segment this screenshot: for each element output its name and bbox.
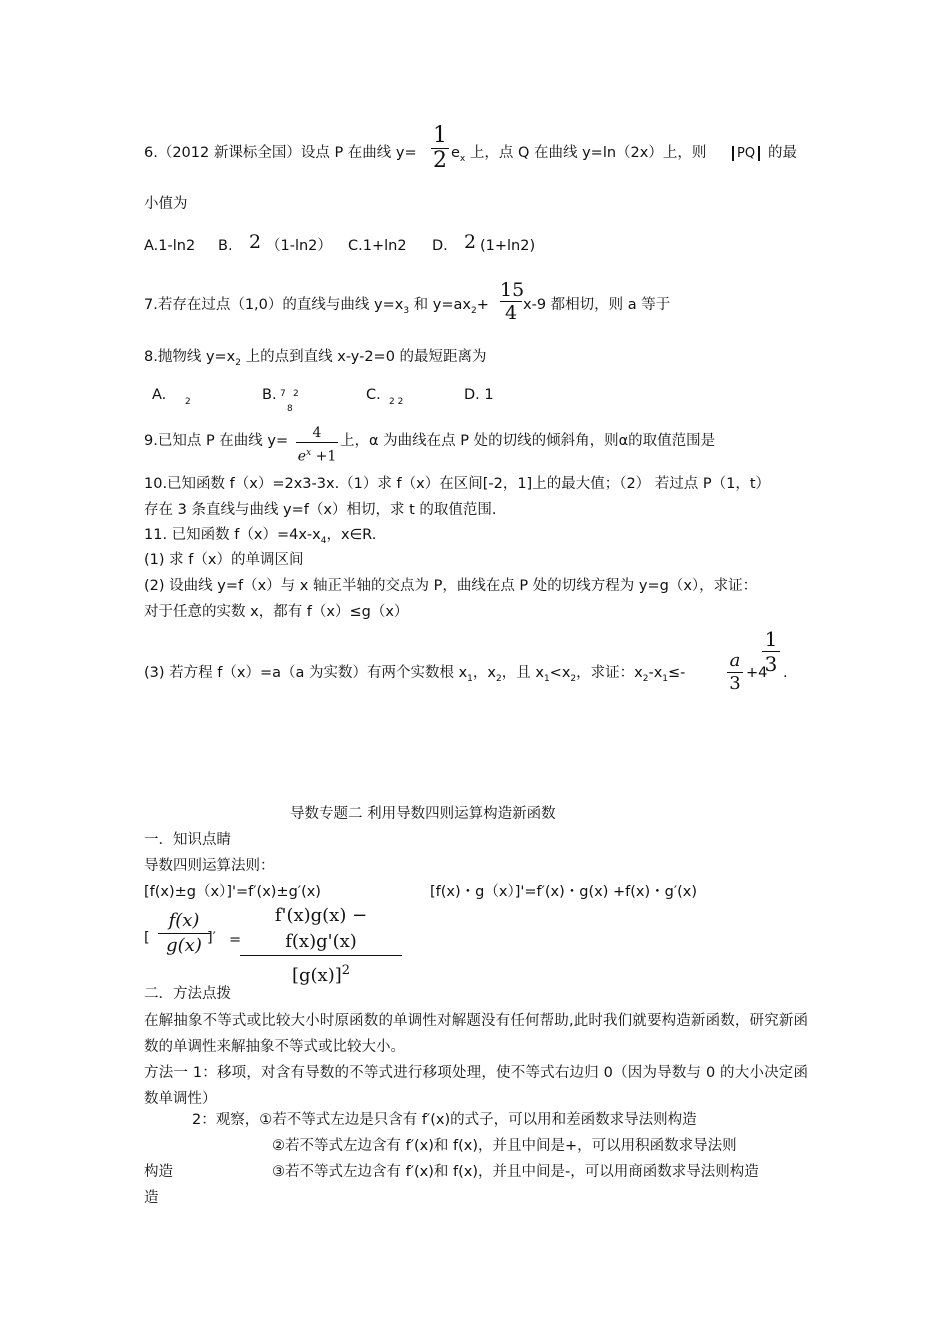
q6-option-d-num: 2 [464,231,477,253]
q11-frac-a-den: 3 [727,672,743,695]
q11-p3-sub1: 1 [467,673,473,684]
rule-quotient-open: [ [144,930,150,946]
q11-title-a: 11. 已知函数 f（x）=4x-x [144,527,321,543]
q11-part2-line2: 对于任意的实数 x，都有 f（x）≤g（x） [144,604,409,620]
rule-quotient-right-den [240,955,402,991]
q7-fraction [500,279,525,324]
q6-e-exp: x [459,153,466,164]
q8-option-c: C. [366,387,381,403]
q7-exp-2: 2 [470,305,477,316]
q6-option-d-label: D. [432,238,448,254]
q8-option-a: A. [152,387,167,403]
method-1: 方法一 1：移项，对含有导数的不等式进行移项处理，使不等式右边归 0（因为导数与 0 的大小决定函数单调性） [144,1065,808,1107]
q8-option-a-value: 2 [185,397,191,407]
method-2-product: ②若不等式左边含有 f′(x)和 f(x)，并且中间是+，可以用积函数求导法则 [272,1138,737,1154]
q11-p3-sub4: 2 [570,673,577,684]
q7-plus: + [476,297,489,313]
q11-p3-i: . [783,665,788,681]
q6-line2: 小值为 [144,196,188,212]
q8-option-b-value-2: 2 [293,389,299,399]
q7-text-b: 和 y=ax [409,297,471,313]
rule-quotient-left-den: g(x) [158,933,210,958]
q6-pq: PQ [732,146,760,161]
q11-title-exp: 4 [320,535,327,546]
q11-part2-line1: (2) 设曲线 y=f（x）与 x 轴正半轴的交点为 P，曲线在点 P 处的切线方程为 y=g（x），求证： [144,578,758,594]
method-2-observe: 2：观察，①若不等式左边是只含有 f′(x)的式子，可以用和差函数求导法则构造 [192,1112,697,1128]
q9-text-a: 9.已知点 P 在曲线 y= [144,433,289,449]
q11-frac-a3 [727,650,743,695]
q9-frac-den [296,442,338,467]
rule-quotient-close: ]′ [207,930,216,946]
q8-option-d: D. 1 [464,387,494,403]
q11-title-b: ，x∈R. [326,527,377,543]
rule-quotient-equals: = [229,932,242,948]
rule-quotient-left-fraction [158,909,210,958]
q8-text-b: 上的点到直线 x-y-2=0 的最短距离为 [241,349,487,365]
q9-den-exp: x [306,448,312,458]
rule-sum: [f(x)±g（x）]'=f′(x)±g′(x) [144,884,321,900]
q7-frac-num: 15 [500,279,525,301]
method-intro: 在解抽象不等式或比较大小时原函数的单调性对解题没有任何帮助,此时我们就要构造新函数，研究新函数的单调性来解抽象不等式或比较大小。 [144,1013,808,1055]
q7-exp-3: 3 [403,305,410,316]
q11-p3-sub6: 1 [662,673,669,684]
method-2-tail: 造 [144,1190,159,1206]
rule-quotient-left-num: f(x) [168,910,200,931]
q6-line1 [144,145,417,162]
q11-frac-13 [762,627,780,676]
q6-option-d-rest: (1+ln2) [480,238,536,254]
q7-line [144,297,489,317]
rule-product: [f(x)・g（x）]'=f′(x)・g(x) +f(x)・g′(x) [430,884,698,900]
rule-quotient-right-fraction [240,903,402,991]
topic2-rules-label: 导数四则运算法则： [144,858,275,874]
q11-title [144,527,376,547]
q11-p3-a: (3) 若方程 f（x）=a（a 为实数）有两个实数根 x [144,665,468,681]
q11-p3-e: ，求证：x [576,665,643,681]
q8-exp-2: 2 [235,357,241,368]
q8-text-a: 8.抛物线 y=x [144,349,236,365]
q9-text-b: 上，α 为曲线在点 P 处的切线的倾斜角，则α的取值范围是 [340,433,716,449]
q9-fraction [296,424,338,467]
q7-frac-den: 4 [500,301,522,324]
q8-option-c-value: 2 2 [389,397,404,407]
topic2-section2: 二．方法点拨 [144,986,231,1002]
topic2-title: 导数专题二 利用导数四则运算构造新函数 [290,806,556,822]
q11-p3-sub5: 2 [642,673,649,684]
q6-text-c: 上，点 Q 在曲线 y=ln（2x）上，则 [465,145,707,161]
q11-frac-a-num: a [729,650,741,671]
q11-frac-b-num: 1 [764,627,778,651]
q6-abs-pq [732,145,760,162]
q11-part3 [144,665,685,685]
q11-p3-sub3: 1 [543,673,550,684]
q6-option-b-rest: （1-ln2） [266,238,332,254]
q11-p3-h: +4 [746,665,768,681]
rule-quotient-right-den-base: [g(x)] [291,965,342,986]
q8-option-b-value-3: 8 [287,404,293,414]
q11-p3-f: -x [648,665,663,681]
method-2-quotient: ③若不等式左边含有 f′(x)和 f(x)，并且中间是-，可以用商函数求导法则构造 [272,1164,759,1180]
q11-p3-b: ，x [472,665,496,681]
q11-p3-c: ，且 x [501,665,544,681]
q7-text-d: x-9 都相切，则 a 等于 [523,297,671,313]
method-2-construct: 构造 [144,1164,173,1180]
q6-frac-den: 2 [433,148,447,173]
q8-option-b-value-1: 7 [280,389,286,399]
q11-p3-sub2: 2 [496,673,502,684]
q11-p3-d: <x [549,665,571,681]
q9-frac-num: 4 [312,425,322,441]
q6-e: e [451,145,460,161]
q6-option-b-label: B. [218,238,233,254]
q11-p3-g: ≤- [668,665,686,681]
q9-den-e: e [297,448,307,465]
q6-option-a: A.1-ln2 [144,238,196,254]
q6-text-d: 的最 [768,145,797,161]
rule-quotient-right-den-exp: 2 [341,963,351,978]
q8-option-b: B. [262,387,277,403]
q10-line2: 存在 3 条直线与曲线 y=f（x）相切，求 t 的取值范围. [144,502,497,518]
q11-part1: (1) 求 f（x）的单调区间 [144,552,304,568]
q10-line1: 10.已知函数 f（x）=2x3-3x.（1）求 f（x）在区间[-2，1]上的最大值；（2） 若过点 P（1，t） [144,476,771,492]
q6-text-a: 6.（2012 新课标全国）设点 P 在曲线 y= [144,145,417,161]
q6-option-b-num: 2 [249,231,262,253]
q8-line [144,349,487,369]
rule-quotient-right-num: f'(x)g(x) − f(x)g'(x) [274,905,368,952]
q6-frac-num: 1 [433,123,447,148]
q6-option-c: C.1+ln2 [348,238,407,254]
topic2-section1: 一．知识点睛 [144,832,231,848]
q6-line1-rest [451,145,706,165]
q9-den-rest: +1 [311,448,337,465]
q6-fraction [431,124,449,173]
q11-frac-b-den: 3 [762,651,780,676]
q7-text-a: 7.若存在过点（1,0）的直线与曲线 y=x [144,297,404,313]
